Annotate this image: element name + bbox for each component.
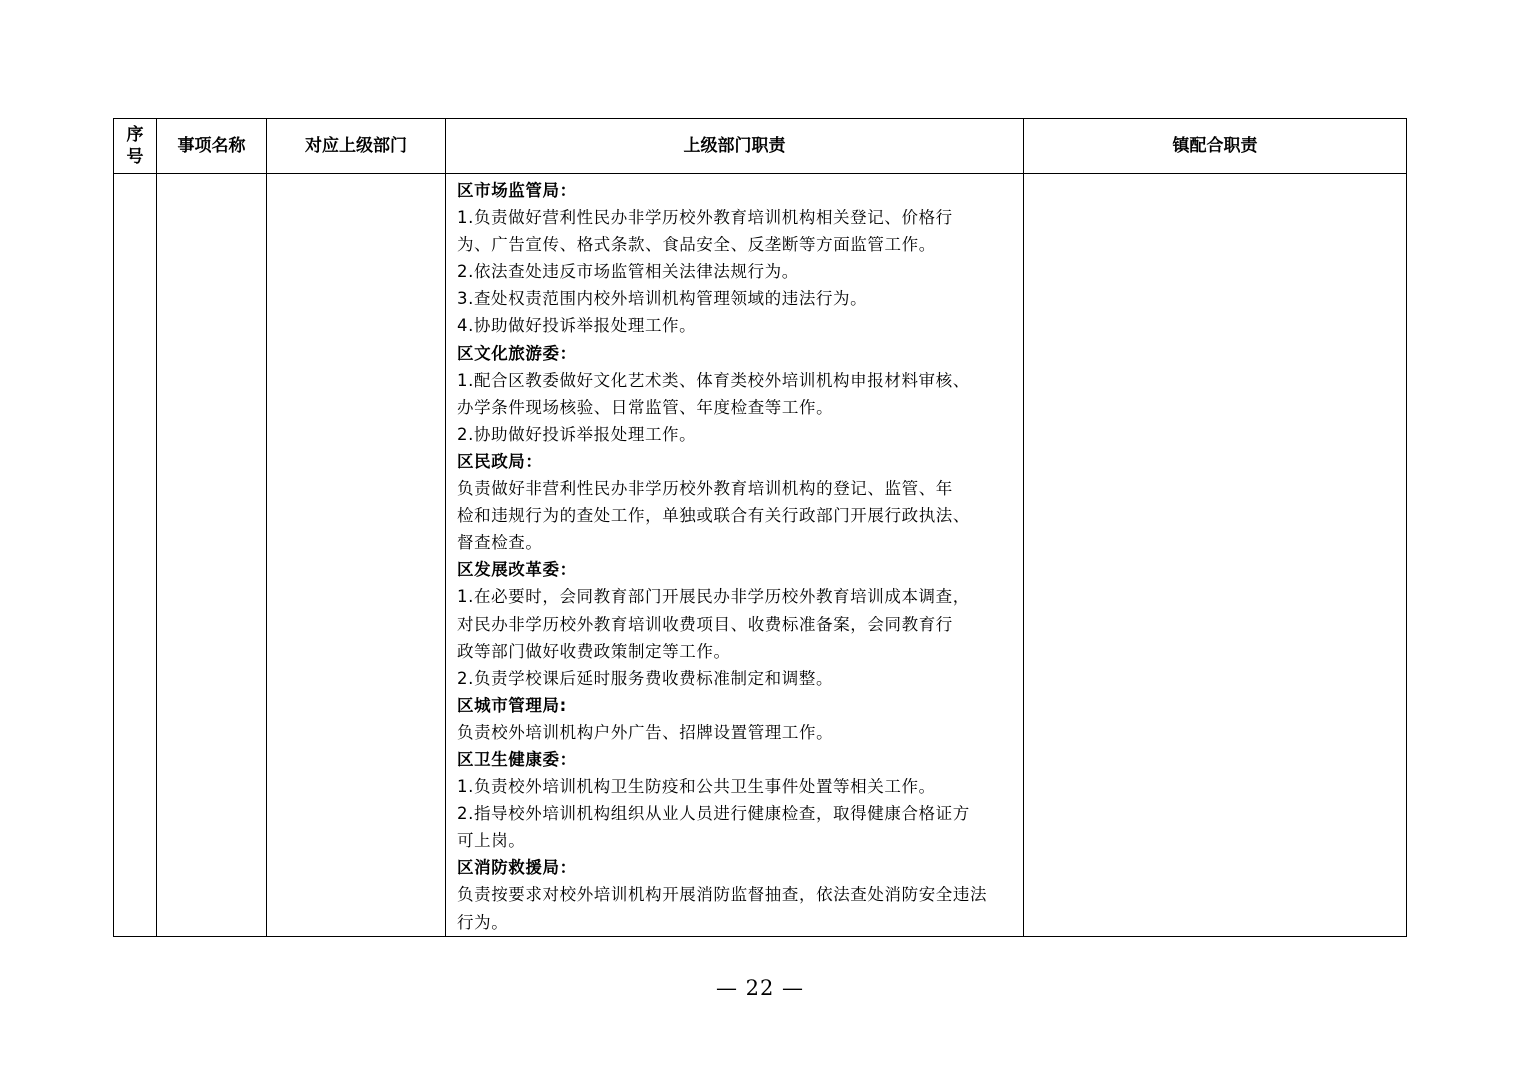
duty-line: 1.在必要时，会同教育部门开展民办非学历校外教育培训成本调查， (457, 587, 970, 607)
cell-item-name (157, 174, 267, 937)
duty-line: 检和违规行为的查处工作，单独或联合有关行政部门开展行政执法、 (457, 506, 970, 526)
department-block (457, 746, 1015, 854)
department-block (457, 340, 1015, 448)
duty-line: 2.协助做好投诉举报处理工作。 (457, 424, 697, 444)
department-block (457, 692, 1015, 746)
duty-line: 对民办非学历校外教育培训收费项目、收费标准备案，会同教育行 (457, 614, 953, 634)
header-town-duty: 镇配合职责 (1024, 119, 1407, 174)
duty-line: 2.指导校外培训机构组织从业人员进行健康检查，取得健康合格证方 (457, 804, 970, 824)
duty-line: 督查检查。 (457, 533, 543, 553)
duty-line: 4.协助做好投诉举报处理工作。 (457, 316, 697, 336)
header-superior-duty: 上级部门职责 (446, 119, 1024, 174)
department-block (457, 177, 1015, 340)
duty-list (446, 174, 1023, 936)
department-block (457, 556, 1015, 691)
header-item-name: 事项名称 (157, 119, 267, 174)
duty-line: 1.负责做好营利性民办非学历校外教育培训机构相关登记、价格行 (457, 208, 953, 228)
department-title: 区市场监管局： (457, 181, 577, 200)
department-title: 区发展改革委： (457, 560, 577, 580)
page-number: — 22 — (715, 976, 805, 1000)
duty-line: 1.配合区教委做好文化艺术类、体育类校外培训机构申报材料审核、 (457, 370, 970, 390)
cell-seq (114, 174, 157, 937)
department-title: 区卫生健康委： (457, 749, 577, 769)
department-title: 区民政局： (457, 451, 543, 471)
duty-line: 可上岗。 (457, 831, 526, 851)
duty-line: 为、广告宣传、格式条款、食品安全、反垄断等方面监管工作。 (457, 235, 936, 255)
duty-line: 2.负责学校课后延时服务费收费标准制定和调整。 (457, 668, 834, 688)
header-seq (114, 119, 157, 174)
duty-line: 政等部门做好收费政策制定等工作。 (457, 641, 731, 661)
cell-town-duty (1024, 174, 1407, 937)
department-block (457, 448, 1015, 556)
department-title: 区文化旅游委： (457, 343, 577, 363)
duty-line: 负责校外培训机构户外广告、招牌设置管理工作。 (457, 722, 834, 742)
header-seq-bottom: 号 (126, 147, 144, 167)
duty-line: 3.查处权责范围内校外培训机构管理领域的违法行为。 (457, 289, 868, 309)
cell-superior-duty (446, 174, 1024, 937)
department-block (457, 854, 1015, 935)
cell-superior-dept (267, 174, 446, 937)
header-seq-top: 序 (126, 125, 144, 145)
header-superior-dept: 对应上级部门 (267, 119, 446, 174)
table-row (114, 174, 1407, 937)
department-title: 区消防救援局： (457, 858, 577, 878)
duty-line: 负责按要求对校外培训机构开展消防监督抽查，依法查处消防安全违法 (457, 885, 988, 905)
duty-line: 2.依法查处违反市场监管相关法律法规行为。 (457, 262, 799, 282)
duty-line: 1.负责校外培训机构卫生防疫和公共卫生事件处置等相关工作。 (457, 777, 936, 797)
duty-line: 行为。 (457, 912, 509, 932)
duty-line: 负责做好非营利性民办非学历校外教育培训机构的登记、监管、年 (457, 479, 953, 499)
department-title: 区城市管理局: (457, 695, 567, 715)
table-header-row (114, 119, 1407, 174)
responsibility-table (113, 118, 1407, 937)
duty-line: 办学条件现场核验、日常监管、年度检查等工作。 (457, 397, 834, 417)
